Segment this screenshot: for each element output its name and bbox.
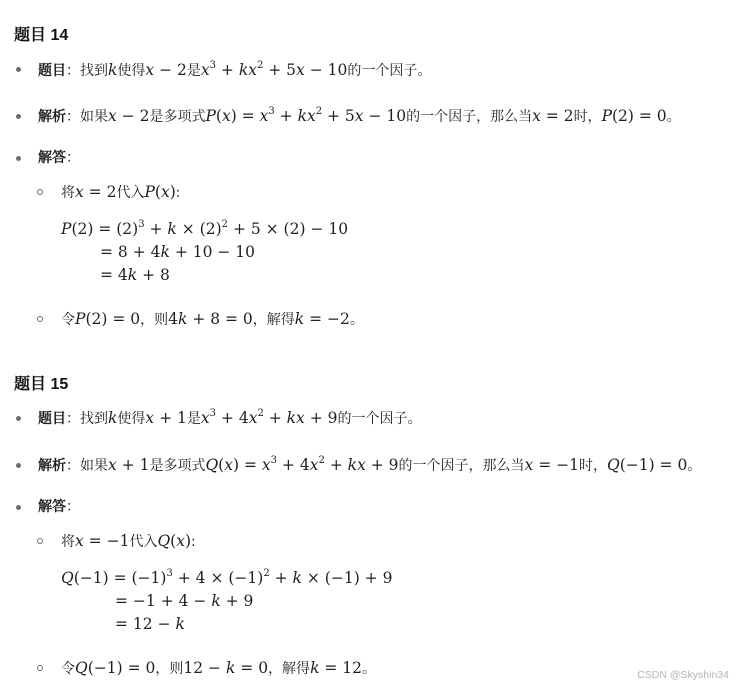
problem-14-solve: 令P(2) = 0，则4k + 8 = 0，解得k = −2。	[61, 310, 364, 328]
problem-15-answer-label: 解答：	[38, 499, 80, 515]
bullet-dot	[16, 463, 21, 468]
problem-14-heading: 题目 14	[14, 27, 69, 44]
problem-14-eq-line-2: = 8 + 4k + 10 − 10	[100, 243, 256, 261]
problem-15-analysis: 解析：如果x + 1是多项式$Q(x) = x^3 + 4x^2$ + kx + 9的一个因子，那么当x = −1时，Q(−1) = 0。	[38, 455, 702, 474]
problem-14-substitute: 将x = 2代入P(x):	[61, 183, 181, 201]
bullet-ring	[37, 665, 43, 671]
analysis-label: 解析	[38, 109, 66, 125]
bullet-ring	[37, 538, 43, 544]
problem-15-eq-line-2: = −1 + 4 − k + 9	[115, 592, 254, 610]
bullet-dot	[16, 67, 21, 72]
problem-15-heading: 题目 15	[14, 376, 69, 393]
problem-14-eq-line-3: = 4k + 8	[100, 266, 170, 284]
answer-label: 解答	[38, 150, 66, 166]
question-label: 题目	[38, 63, 66, 79]
problem-15-substitute: 将x = −1代入Q(x):	[61, 532, 196, 550]
answer-label: 解答	[38, 499, 66, 515]
bullet-dot	[16, 114, 21, 119]
problem-15-question: 题目：找到k使得x + 1是$x^3 + 4x^2$ + kx + 9的一个因子。	[38, 408, 422, 427]
bullet-dot	[16, 416, 21, 421]
analysis-label: 解析	[38, 458, 66, 474]
problem-15-solve: 令Q(−1) = 0，则12 − k = 0，解得k = 12。	[61, 659, 377, 677]
problem-15-eq-line-1: $Q(-1) = (-1)^3 + 4 \times (-1)^2 + k \times (-1) + 9$	[61, 568, 393, 587]
bullet-ring	[37, 316, 43, 322]
csdn-watermark: CSDN @Skyshin34	[637, 669, 729, 681]
problem-14-answer-label: 解答：	[38, 150, 80, 166]
problem-14-analysis: 解析：如果x − 2是多项式$P(x) = x^3 + kx^2 + 5x - 10$的一个因子，那么当x = 2时，P(2) = 0。	[38, 106, 681, 125]
problem-14-eq-line-1: $P(2) = (2)^3 + k \times (2)^2 + 5 \times (2) - 10$	[61, 219, 349, 238]
problem-14-question: 题目：找到k使得x − 2是$x^3 + kx^2 + 5x - 10$的一个因子。	[38, 60, 432, 79]
bullet-dot	[16, 505, 21, 510]
question-label: 题目	[38, 411, 66, 427]
bullet-ring	[37, 189, 43, 195]
problem-15-eq-line-3: = 12 − k	[115, 615, 185, 633]
bullet-dot	[16, 156, 21, 161]
